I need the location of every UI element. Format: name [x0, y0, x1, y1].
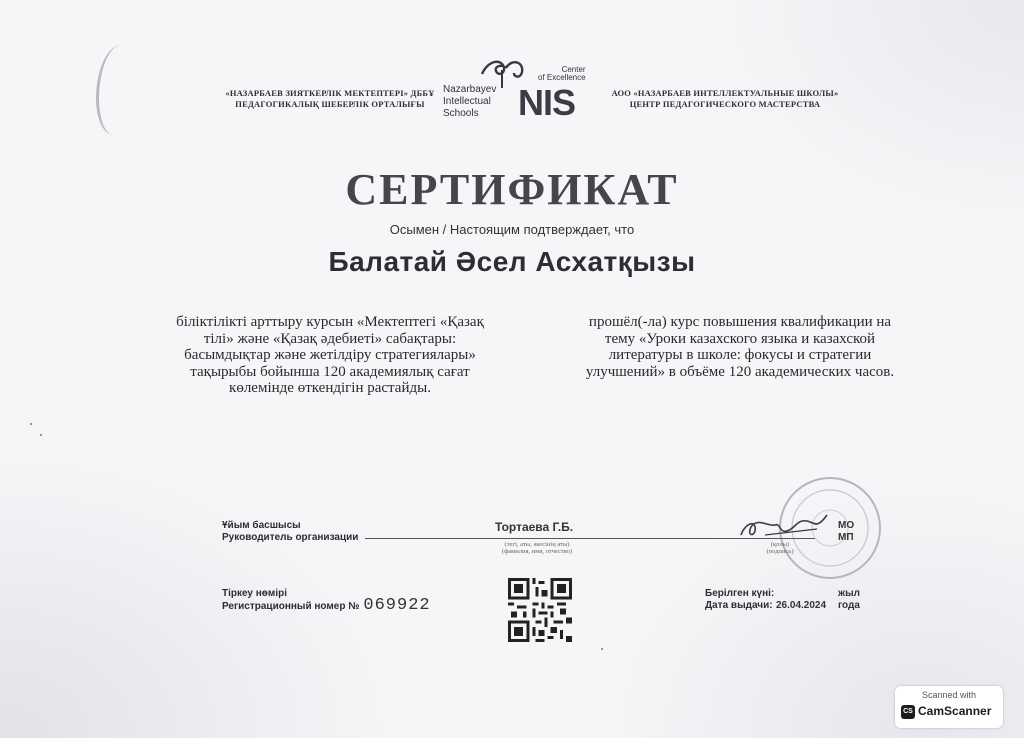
registration-label-ru: Регистрационный номер № [222, 601, 360, 612]
body-russian: прошёл(-ла) курс повышения квалификации на тему «Уроки казахского языка и казахской литературы в школе: фокусы и стратегии улучшений» в объёме 120 академических часов. [585, 314, 895, 380]
logo-center-of-excellence: Center of Excellence [538, 65, 586, 82]
signature-caption: (қолы) (подпись) [766, 541, 794, 555]
issue-date-value: 26.04.2024 [776, 600, 827, 611]
signer-name-caption: (тегі, аты, әкесінің аты) (фамилия, имя, отчество) [501, 541, 573, 555]
issue-date-labels: Берілген күні: Дата выдачи: [705, 588, 775, 611]
body-kazakh: біліктілікті арттыру курсын «Мектептегі «Қазақ тілі» және «Қазақ әдебиеті» сабақтары: басымдықтар және жетілдіру стратегиялары» тақырыбы бойынша 120 академиялық сағат көлемінде өткендігін растайды. [176, 314, 484, 396]
registration-label-kz: Тіркеу нөмірі [222, 588, 287, 599]
qr-code [508, 578, 572, 642]
confirm-text: Осымен / Настоящим подтверждает, что [389, 222, 635, 237]
header-right-line2: ЦЕНТР ПЕДАГОГИЧЕСКОГО МАСТЕРСТВА [629, 99, 821, 109]
logo-words: Nazarbayev Intellectual Schools [443, 84, 497, 119]
camscanner-watermark: Scanned with CS CamScanner [895, 686, 1003, 728]
certificate-title: СЕРТИФИКАТ [345, 165, 679, 214]
year-label: жыл года [838, 588, 860, 611]
signature-label: Ұйым басшысы Руководитель организации [222, 520, 359, 543]
scan-speck [30, 423, 32, 425]
header-right-org [600, 88, 850, 110]
header-left-org [220, 88, 440, 110]
handwritten-signature [735, 505, 835, 545]
nis-logo [440, 52, 590, 127]
registration-number: 069922 [363, 596, 431, 615]
signer-name: Тортаева Г.Б. [495, 520, 574, 534]
logo-nis-mark: NIS [518, 82, 576, 123]
scan-speck [601, 648, 603, 650]
header-right-line1: АОО «НАЗАРБАЕВ ИНТЕЛЛЕКТУАЛЬНЫЕ ШКОЛЫ» [611, 88, 839, 98]
header-left-line2: ПЕДАГОГИКАЛЫҚ ШЕБЕРЛІК ОРТАЛЫҒЫ [235, 99, 425, 109]
header-left-line1: «НАЗАРБАЕВ ЗИЯТКЕРЛІК МЕКТЕПТЕРІ» ДББҰ [225, 88, 435, 98]
camscanner-logo-icon: CS [901, 705, 915, 719]
registration-block [222, 588, 431, 613]
recipient-name: Балатай Әсел Асхатқызы [328, 246, 696, 277]
stamp-place-label: МО МП [838, 520, 855, 543]
scan-speck [40, 434, 42, 436]
pen-stroke-decoration [96, 45, 139, 135]
